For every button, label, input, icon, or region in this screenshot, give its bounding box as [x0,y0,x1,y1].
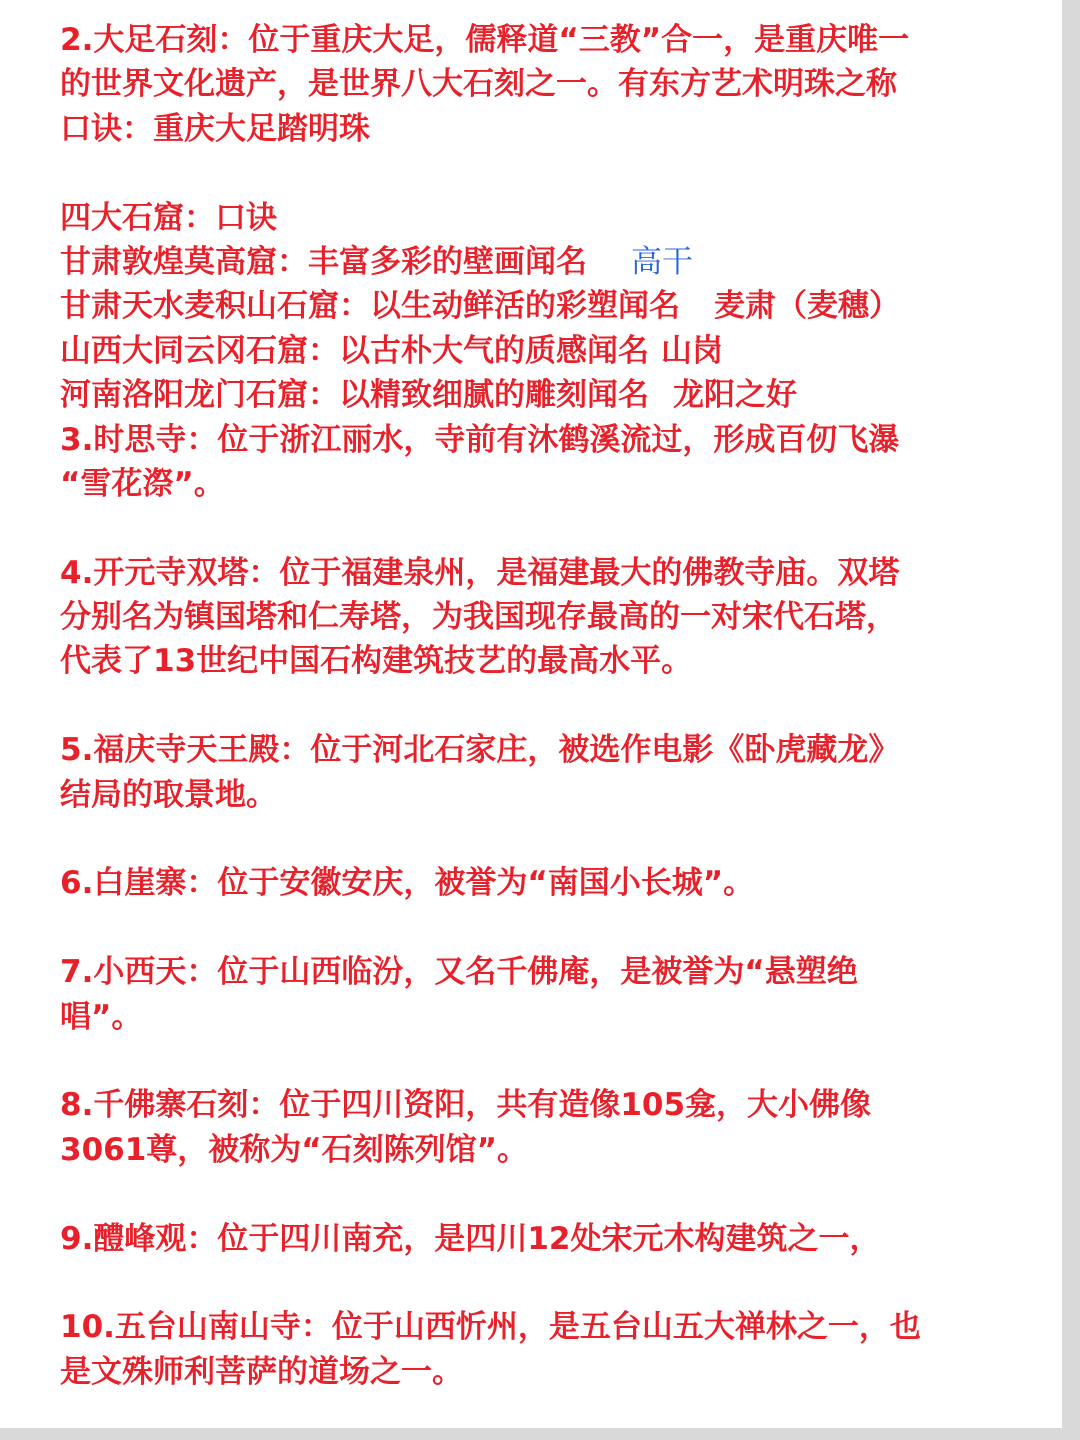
text-line: “雪花漈”。 [60,465,225,502]
grotto-item [60,329,1020,373]
grotto-text: 甘肃天水麦积山石窟：以生动鲜活的彩塑闻名 [60,288,680,325]
text-line: 10.五台山南山寺：位于山西忻州，是五台山五大禅林之一，也 [60,1309,921,1346]
document-content [60,18,1020,1394]
paragraph-kaiyuan-twin-pagodas [60,551,1020,684]
paragraph-nanshan-temple [60,1305,1020,1394]
text-line: 结局的取景地。 [60,776,277,813]
paragraph-gap [60,506,1020,550]
grotto-mnemonic: 高干 [631,243,693,280]
grotto-mnemonic: 麦肃（麦穗） [714,288,900,325]
text-line: 唱”。 [60,998,143,1035]
text-line: 是文殊师利菩萨的道场之一。 [60,1353,463,1390]
text-line: 2.大足石刻：位于重庆大足，儒释道“三教”合一，是重庆唯一 [60,22,910,58]
paragraph-xiaoxitian [60,950,1020,1039]
paragraph-gap [60,1172,1020,1216]
paragraph-dazu-rock-carvings [60,18,1020,151]
paragraph-gap [60,684,1020,728]
text-line: 的世界文化遗产，是世界八大石刻之一。有东方艺术明珠之称 [60,66,897,103]
text-line: 9.醴峰观：位于四川南充，是四川12处宋元木构建筑之一， [60,1220,881,1257]
text-line: 5.福庆寺天王殿：位于河北石家庄，被选作电影《卧虎藏龙》 [60,732,900,769]
text-line: 8.千佛寨石刻：位于四川资阳，共有造像105龛，大小佛像 [60,1087,872,1124]
grotto-text: 河南洛阳龙门石窟：以精致细腻的雕刻闻名 [60,377,649,414]
paragraph-gap [60,1261,1020,1305]
paragraph-gap [60,906,1020,950]
grotto-text: 甘肃敦煌莫高窟：丰富多彩的壁画闻名 [60,243,587,280]
text-line: 代表了13世纪中国石构建筑技艺的最高水平。 [60,643,693,680]
text-line: 分别名为镇国塔和仁寿塔，为我国现存最高的一对宋代石塔， [60,599,897,636]
text-line: 6.白崖寨：位于安徽安庆，被誉为“南国小长城”。 [60,865,755,902]
paragraph-lifengguan [60,1217,1020,1261]
section-four-grottoes [60,196,1020,418]
text-line: 3.时思寺：位于浙江丽水，寺前有沐鹤溪流过，形成百仞飞瀑 [60,421,900,458]
grotto-mnemonic: 山岗 [661,332,723,369]
text-line: 口诀：重庆大足踏明珠 [60,110,370,147]
paragraph-qianfozhai [60,1083,1020,1172]
paragraph-fuqing-temple [60,728,1020,817]
paragraph-gap [60,1039,1020,1083]
grotto-item [60,373,1020,417]
paragraph-gap [60,151,1020,195]
text-line: 3061尊，被称为“石刻陈列馆”。 [60,1131,529,1168]
grotto-mnemonic: 龙阳之好 [673,377,797,414]
paragraph-shisi-temple [60,418,1020,507]
section-heading: 四大石窟：口诀 [60,199,277,236]
grotto-item [60,284,1020,328]
grotto-text: 山西大同云冈石窟：以古朴大气的质感闻名 [60,332,649,369]
text-line: 4.开元寺双塔：位于福建泉州，是福建最大的佛教寺庙。双塔 [60,554,900,591]
grotto-item [60,240,1020,284]
paragraph-baiyazhai [60,861,1020,905]
paragraph-gap [60,817,1020,861]
text-line: 7.小西天：位于山西临汾，又名千佛庵，是被誉为“悬塑绝 [60,954,858,991]
